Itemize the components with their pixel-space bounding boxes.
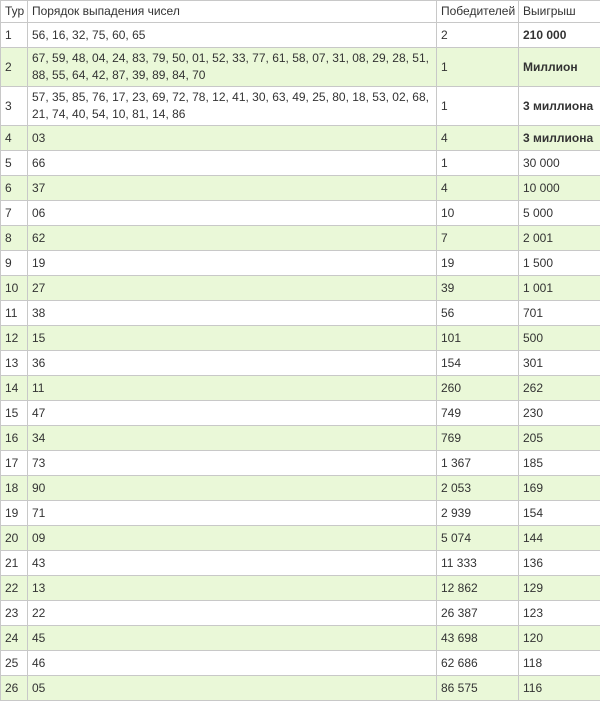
table-row: [1, 276, 601, 301]
header-round: Тур: [1, 1, 28, 23]
cell-winners: 154: [437, 351, 519, 376]
cell-sequence: 56, 16, 32, 75, 60, 65: [28, 23, 437, 48]
table-row: [1, 351, 601, 376]
table-row: [1, 151, 601, 176]
cell-prize: 1 001: [519, 276, 601, 301]
cell-sequence: 38: [28, 301, 437, 326]
cell-sequence: 22: [28, 601, 437, 626]
cell-winners: 5 074: [437, 526, 519, 551]
cell-sequence: 46: [28, 651, 437, 676]
header-row: [1, 1, 601, 23]
cell-winners: 260: [437, 376, 519, 401]
cell-winners: 86 575: [437, 676, 519, 701]
cell-winners: 769: [437, 426, 519, 451]
table-body: [1, 23, 601, 701]
table-row: [1, 526, 601, 551]
cell-prize: 136: [519, 551, 601, 576]
cell-winners: 2 939: [437, 501, 519, 526]
cell-round: 24: [1, 626, 28, 651]
cell-sequence: 36: [28, 351, 437, 376]
cell-winners: 1: [437, 48, 519, 87]
cell-round: 12: [1, 326, 28, 351]
cell-prize: 123: [519, 601, 601, 626]
table-row: [1, 426, 601, 451]
cell-sequence: 13: [28, 576, 437, 601]
cell-prize: 169: [519, 476, 601, 501]
table-header: [1, 1, 601, 23]
cell-prize: 3 миллиона: [519, 126, 601, 151]
header-winners: Победителей: [437, 1, 519, 23]
cell-winners: 749: [437, 401, 519, 426]
cell-sequence: 47: [28, 401, 437, 426]
cell-sequence: 15: [28, 326, 437, 351]
cell-round: 3: [1, 87, 28, 126]
cell-round: 16: [1, 426, 28, 451]
cell-prize: 701: [519, 301, 601, 326]
cell-sequence: 43: [28, 551, 437, 576]
cell-winners: 56: [437, 301, 519, 326]
cell-winners: 7: [437, 226, 519, 251]
cell-winners: 43 698: [437, 626, 519, 651]
table-row: [1, 476, 601, 501]
cell-sequence: 66: [28, 151, 437, 176]
table-row: [1, 251, 601, 276]
cell-round: 14: [1, 376, 28, 401]
cell-winners: 101: [437, 326, 519, 351]
cell-prize: 144: [519, 526, 601, 551]
cell-sequence: 67, 59, 48, 04, 24, 83, 79, 50, 01, 52, 33, 77, 61, 58, 07, 31, 08, 29, 28, 51, 88, 55, 64, 42, 87, 39, 89, 84, 70: [28, 48, 437, 87]
cell-prize: 120: [519, 626, 601, 651]
cell-winners: 11 333: [437, 551, 519, 576]
table-row: [1, 501, 601, 526]
cell-winners: 2: [437, 23, 519, 48]
cell-winners: 1: [437, 87, 519, 126]
cell-round: 23: [1, 601, 28, 626]
cell-sequence: 34: [28, 426, 437, 451]
cell-sequence: 62: [28, 226, 437, 251]
table-row: [1, 376, 601, 401]
table-row: [1, 626, 601, 651]
cell-round: 5: [1, 151, 28, 176]
cell-sequence: 37: [28, 176, 437, 201]
cell-round: 19: [1, 501, 28, 526]
cell-round: 25: [1, 651, 28, 676]
cell-prize: 5 000: [519, 201, 601, 226]
cell-round: 10: [1, 276, 28, 301]
cell-prize: 230: [519, 401, 601, 426]
cell-sequence: 71: [28, 501, 437, 526]
cell-winners: 4: [437, 176, 519, 201]
cell-round: 22: [1, 576, 28, 601]
table-row: [1, 23, 601, 48]
cell-sequence: 90: [28, 476, 437, 501]
cell-round: 8: [1, 226, 28, 251]
cell-winners: 2 053: [437, 476, 519, 501]
cell-winners: 1: [437, 151, 519, 176]
table-row: [1, 48, 601, 87]
table-row: [1, 126, 601, 151]
table-row: [1, 176, 601, 201]
cell-sequence: 45: [28, 626, 437, 651]
cell-round: 7: [1, 201, 28, 226]
cell-round: 1: [1, 23, 28, 48]
cell-round: 13: [1, 351, 28, 376]
table-row: [1, 601, 601, 626]
cell-round: 11: [1, 301, 28, 326]
cell-prize: 262: [519, 376, 601, 401]
cell-winners: 1 367: [437, 451, 519, 476]
table-row: [1, 451, 601, 476]
cell-prize: 118: [519, 651, 601, 676]
cell-round: 20: [1, 526, 28, 551]
table-row: [1, 576, 601, 601]
cell-sequence: 09: [28, 526, 437, 551]
cell-prize: 500: [519, 326, 601, 351]
cell-winners: 12 862: [437, 576, 519, 601]
cell-prize: 129: [519, 576, 601, 601]
cell-sequence: 73: [28, 451, 437, 476]
cell-round: 26: [1, 676, 28, 701]
cell-sequence: 03: [28, 126, 437, 151]
cell-sequence: 05: [28, 676, 437, 701]
table-row: [1, 326, 601, 351]
header-prize: Выигрыш: [519, 1, 601, 23]
cell-sequence: 27: [28, 276, 437, 301]
cell-round: 6: [1, 176, 28, 201]
cell-winners: 26 387: [437, 601, 519, 626]
cell-prize: 1 500: [519, 251, 601, 276]
cell-round: 15: [1, 401, 28, 426]
table-row: [1, 401, 601, 426]
table-row: [1, 87, 601, 126]
cell-prize: 301: [519, 351, 601, 376]
cell-prize: 210 000: [519, 23, 601, 48]
table-row: [1, 651, 601, 676]
cell-round: 2: [1, 48, 28, 87]
cell-winners: 4: [437, 126, 519, 151]
cell-prize: 205: [519, 426, 601, 451]
table-row: [1, 226, 601, 251]
cell-prize: 10 000: [519, 176, 601, 201]
table-row: [1, 301, 601, 326]
cell-prize: 185: [519, 451, 601, 476]
cell-sequence: 19: [28, 251, 437, 276]
cell-prize: Миллион: [519, 48, 601, 87]
cell-round: 9: [1, 251, 28, 276]
table-row: [1, 676, 601, 701]
cell-round: 17: [1, 451, 28, 476]
cell-winners: 19: [437, 251, 519, 276]
header-sequence: Порядок выпадения чисел: [28, 1, 437, 23]
cell-prize: 154: [519, 501, 601, 526]
cell-prize: 116: [519, 676, 601, 701]
cell-prize: 30 000: [519, 151, 601, 176]
table-row: [1, 201, 601, 226]
cell-winners: 62 686: [437, 651, 519, 676]
cell-sequence: 06: [28, 201, 437, 226]
cell-round: 4: [1, 126, 28, 151]
cell-prize: 2 001: [519, 226, 601, 251]
cell-winners: 10: [437, 201, 519, 226]
cell-sequence: 57, 35, 85, 76, 17, 23, 69, 72, 78, 12, 41, 30, 63, 49, 25, 80, 18, 53, 02, 68, 21, 74, 40, 54, 10, 81, 14, 86: [28, 87, 437, 126]
table-row: [1, 551, 601, 576]
cell-winners: 39: [437, 276, 519, 301]
cell-round: 21: [1, 551, 28, 576]
cell-prize: 3 миллиона: [519, 87, 601, 126]
cell-round: 18: [1, 476, 28, 501]
cell-sequence: 11: [28, 376, 437, 401]
